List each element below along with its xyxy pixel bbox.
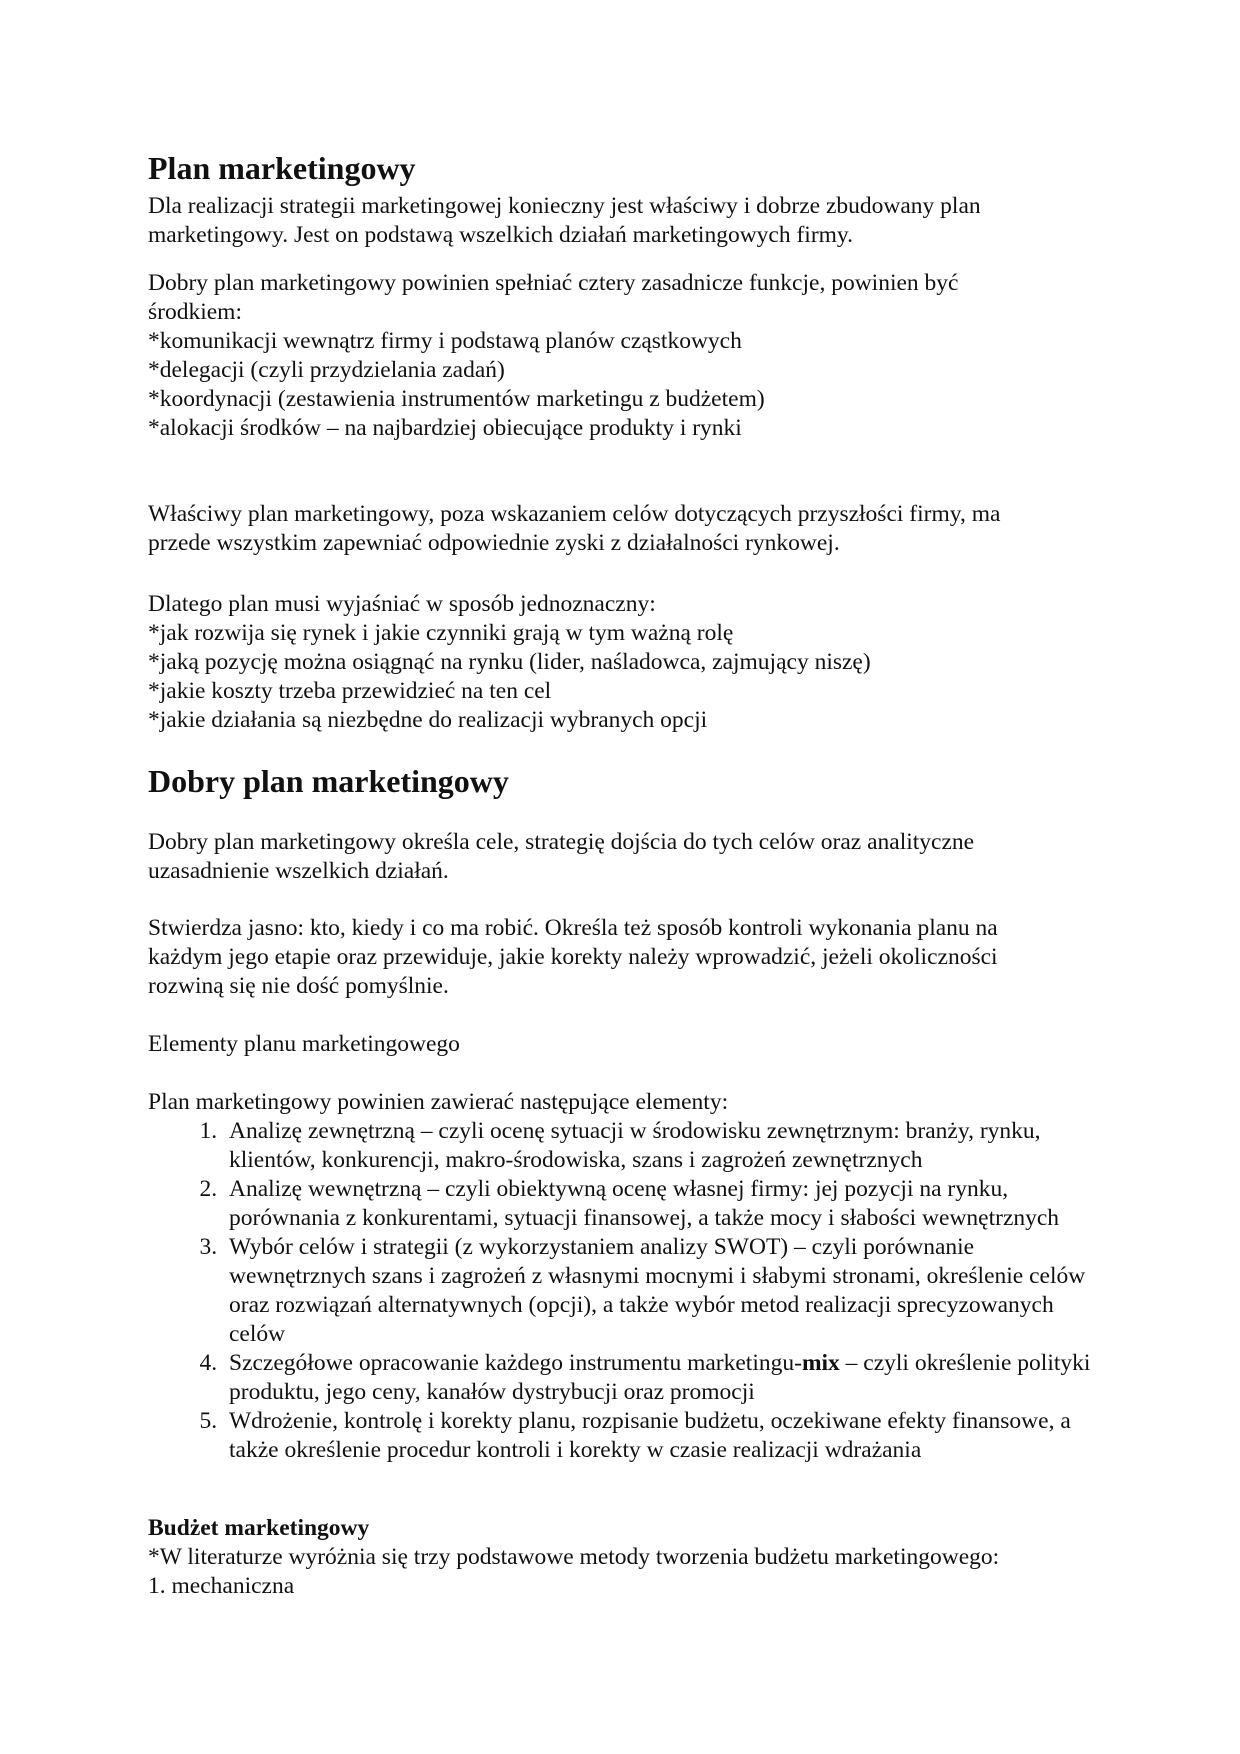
list-item: 5. Wdrożenie, kontrolę i korekty planu, rozpisanie budżetu, oczekiwane efekty finansowe, a także określenie procedur kontroli i korekty w czasie realizacji wdrażania bbox=[223, 1407, 1108, 1465]
list-item: *jakie koszty trzeba przewidzieć na ten cel bbox=[148, 678, 552, 704]
paragraph-questions: Dlatego plan musi wyjaśniać w sposób jednoznaczny: *jak rozwija się rynek i jakie czynniki grają w tym ważną rolę *jaką pozycję można osiągnąć na rynku (lider, naśladowca, zajmujący niszę) *jakie koszty trzeba przewidzieć na ten cel *jakie działania są niezbędne do realizacji wybranych opcji bbox=[148, 590, 1108, 735]
paragraph-functions: Dobry plan marketingowy powinien spełniać cztery zasadnicze funkcje, powinien być środkiem: *komunikacji wewnątrz firmy i podstawą planów cząstkowych *delegacji (czyli przydzielania zadań) *koordynacji (zestawienia instrumentów marketingu z budżetem) *alokacji środków – na najbardziej obiecujące produkty i rynki bbox=[148, 269, 1108, 443]
heading-dobry-plan: Dobry plan marketingowy bbox=[148, 763, 509, 799]
subheading-elements: Elementy planu marketingowego bbox=[148, 1031, 460, 1057]
list-item: *delegacji (czyli przydzielania zadań) bbox=[148, 357, 505, 383]
paragraph-profits: Właściwy plan marketingowy, poza wskazaniem celów dotyczących przyszłości firmy, ma przede wszystkim zapewniać odpowiednie zyski z działalności rynkowej. bbox=[148, 501, 1001, 556]
list-item: *komunikacji wewnątrz firmy i podstawą planów cząstkowych bbox=[148, 328, 742, 354]
mix-bold-text: mix bbox=[801, 1350, 840, 1376]
subheading-budget: Budżet marketingowy bbox=[148, 1515, 370, 1541]
list-item: *alokacji środków – na najbardziej obiecujące produkty i rynki bbox=[148, 415, 742, 441]
heading-plan-marketingowy: Plan marketingowy bbox=[148, 150, 416, 186]
list-item: 3. Wybór celów i strategii (z wykorzystaniem analizy SWOT) – czyli porównanie wewnętrznych szans i zagrożeń z własnymi mocnymi i słabymi stronami, określenie celów oraz rozwiązań alternatywnych (opcji), a także wybór metod realizacji sprecyzowanych celów bbox=[223, 1233, 1108, 1349]
paragraph-control: Stwierdza jasno: kto, kiedy i co ma robić. Określa też sposób kontroli wykonania planu na każdym jego etapie oraz przewiduje, jakie korekty należy wprowadzić, jeżeli okoliczności rozwiną się nie dość pomyślnie. bbox=[148, 915, 998, 999]
paragraph-definition: Dobry plan marketingowy określa cele, strategię dojścia do tych celów oraz analityczne uzasadnienie wszelkich działań. bbox=[148, 829, 975, 884]
elements-section: Plan marketingowy powinien zawierać następujące elementy: 1. Analizę zewnętrzną – czyli ocenę sytuacji w środowisku zewnętrznym: branży, rynku, klientów, konkurencji, makro-środowiska, szans i zagrożeń zewnętrznych 2. Analizę wewnętrzną – czyli obiektywną ocenę własnej firmy: jej pozycji na rynku, porównania z konkurentami, sytuacji finansowej, a także mocy i słabości wewnętrznych 3. Wybór celów i strategii (z wykorzystaniem analizy SWOT) – czyli porównanie wewnętrznych szans i zagrożeń z własnymi mocnymi i słabymi stronami, określenie celów oraz rozwiązań alternatywnych (opcji), a także wybór metod realizacji sprecyzowanych celów 4. Szczegółowe opracowanie każdego instrumentu marketingu-mix – czyli określenie polityki produktu, jego ceny, kanałów dystrybucji oraz promocji 5. Wdrożenie, kontrolę i korekty planu, rozpisanie budżetu, oczekiwane efekty finansowe, a także określenie procedur kontroli i korekty w czasie realizacji wdrażania bbox=[148, 1088, 1108, 1465]
list-item: 1. Analizę zewnętrzną – czyli ocenę sytuacji w środowisku zewnętrznym: branży, rynku, klientów, konkurencji, makro-środowiska, szans i zagrożeń zewnętrznych bbox=[223, 1117, 1108, 1175]
list-item: 4. Szczegółowe opracowanie każdego instrumentu marketingu-mix – czyli określenie polityki produktu, jego ceny, kanałów dystrybucji oraz promocji bbox=[223, 1349, 1108, 1407]
budget-section: Budżet marketingowy *W literaturze wyróżnia się trzy podstawowe metody tworzenia budżetu marketingowego: 1. mechaniczna bbox=[148, 1514, 1108, 1601]
paragraph-intro: Dla realizacji strategii marketingowej konieczny jest właściwy i dobrze zbudowany plan marketingowy. Jest on podstawą wszelkich działań marketingowych firmy. bbox=[148, 193, 981, 248]
list-item: 2. Analizę wewnętrzną – czyli obiektywną ocenę własnej firmy: jej pozycji na rynku, porównania z konkurentami, sytuacji finansowej, a także mocy i słabości wewnętrznych bbox=[223, 1175, 1108, 1233]
list-item: *jaką pozycję można osiągnąć na rynku (lider, naśladowca, zajmujący niszę) bbox=[148, 649, 871, 675]
elements-list bbox=[148, 1117, 1108, 1465]
list-item: *jakie działania są niezbędne do realizacji wybranych opcji bbox=[148, 707, 708, 733]
list-item: *koordynacji (zestawienia instrumentów marketingu z budżetem) bbox=[148, 386, 765, 412]
list-item: *jak rozwija się rynek i jakie czynniki grają w tym ważną rolę bbox=[148, 620, 734, 646]
